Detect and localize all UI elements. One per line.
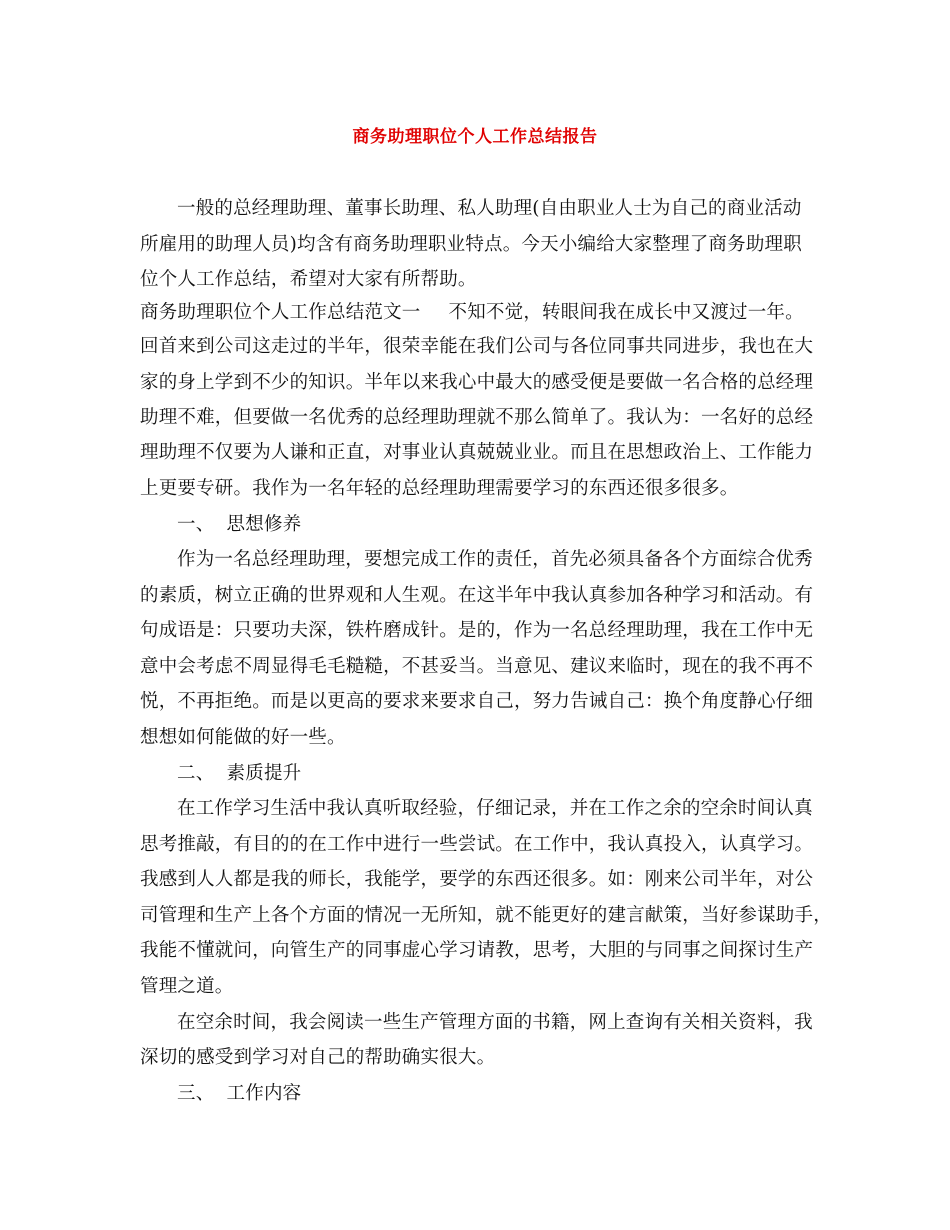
text-line: 一般的总经理助理、董事长助理、私人助理(自由职业人士为自己的商业活动 [177, 198, 802, 219]
text-line: 深切的感受到学习对自己的帮助确实很大。 [140, 1047, 496, 1068]
text-line: 回首来到公司这走过的半年，很荣幸能在我们公司与各位同事共同进步，我也在大 [140, 336, 814, 357]
section-heading: 一、 思想修养 [177, 514, 302, 535]
text-line: 管理之道。 [140, 976, 234, 997]
text-line: 在工作学习生活中我认真听取经验，仔细记录，并在工作之余的空余时间认真 [177, 798, 813, 819]
text-line: 的素质，树立正确的世界观和人生观。在这半年中我认真参加各种学习和活动。有 [140, 585, 814, 606]
text-line: 想想如何能做的好一些。 [140, 727, 346, 748]
text-line: 位个人工作总结，希望对大家有所帮助。 [140, 269, 477, 290]
text-line: 在空余时间，我会阅读一些生产管理方面的书籍，网上查询有关相关资料，我 [177, 1012, 813, 1033]
text-inline: 不知不觉，转眼间我在成长中又渡过一年。 [448, 302, 804, 323]
text-line: 理助理不仅要为人谦和正直，对事业认真兢兢业业。而且在思想政治上、工作能力 [140, 442, 814, 463]
section-heading: 三、 工作内容 [177, 1083, 302, 1104]
text-line: 所雇用的助理人员)均含有商务助理职业特点。今天小编给大家整理了商务助理职 [140, 234, 802, 255]
text-line: 家的身上学到不少的知识。半年以来我心中最大的感受便是要做一名合格的总经理 [140, 372, 814, 393]
text-line: 悦，不再拒绝。而是以更高的要求来要求自己，努力告诫自己：换个角度静心仔细 [140, 691, 814, 712]
section-heading-inline: 商务助理职位个人工作总结范文一 [140, 302, 421, 323]
section-heading: 二、 素质提升 [177, 763, 302, 784]
text-line: 我能不懂就问，向管生产的同事虚心学习请教，思考，大胆的与同事之间探讨生产 [140, 940, 814, 961]
text-line: 我感到人人都是我的师长，我能学，要学的东西还很多。如：刚来公司半年，对公 [140, 869, 814, 890]
text-line: 意中会考虑不周显得毛毛糙糙，不甚妥当。当意见、建议来临时，现在的我不再不 [140, 656, 814, 677]
text-line: 司管理和生产上各个方面的情况一无所知，就不能更好的建言献策，当好参谋助手， [140, 905, 832, 926]
text-line: 作为一名总经理助理，要想完成工作的责任，首先必须具备各个方面综合优秀 [177, 549, 813, 570]
text-line: 助理不难，但要做一名优秀的总经理助理就不那么简单了。我认为：一名好的总经 [140, 407, 814, 428]
text-line: 句成语是：只要功夫深，铁杵磨成针。是的，作为一名总经理助理，我在工作中无 [140, 620, 814, 641]
text-line: 思考推敲，有目的的在工作中进行一些尝试。在工作中，我认真投入，认真学习。 [140, 834, 814, 855]
document-title: 商务助理职位个人工作总结报告 [352, 127, 598, 147]
text-line: 上更要专研。我作为一名年轻的总经理助理需要学习的东西还很多很多。 [140, 478, 739, 499]
text-line-combined [140, 301, 820, 325]
